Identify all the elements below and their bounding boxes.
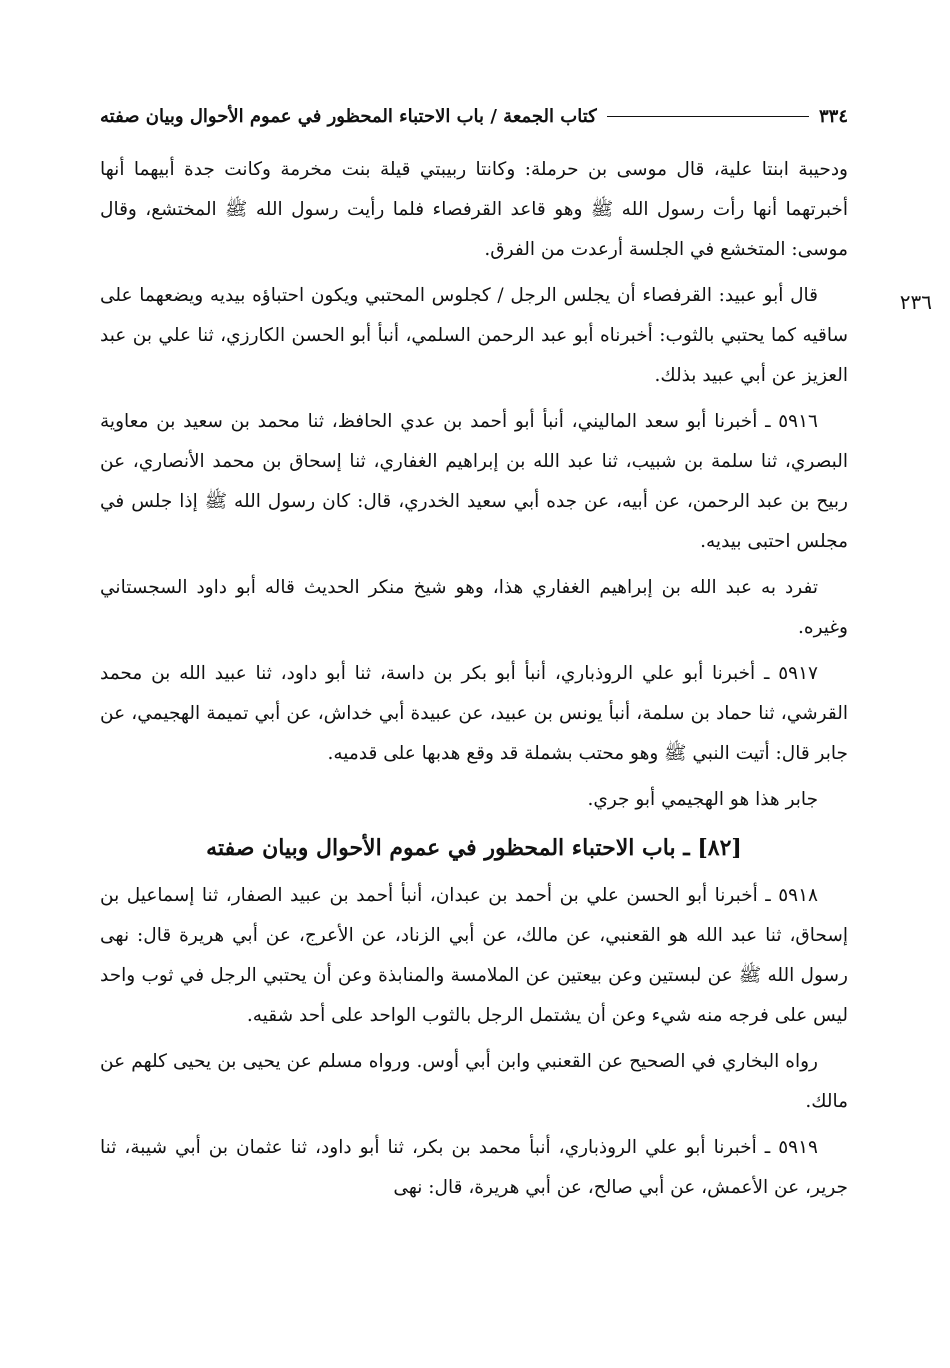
- header-title: كتاب الجمعة / باب الاحتباء المحظور في عموم الأحوال وبيان صفته: [100, 105, 597, 127]
- hadith-paragraph: ٥٩١٩ ـ أخبرنا أبو علي الروذباري، أنبأ محمد بن بكر، ثنا أبو داود، ثنا عثمان بن أبي شيبة، ثنا جرير، عن الأعمش، عن أبي صالح، عن أبي هريرة، قال: نهى: [100, 1137, 848, 1198]
- chapter-title: [٨٢] ـ باب الاحتباء المحظور في عموم الأحوال وبيان صفته: [206, 835, 742, 861]
- hadith-paragraph: ٥٩١٧ ـ أخبرنا أبو علي الروذباري، أنبأ أبو بكر بن داسة، ثنا أبو داود، ثنا عبيد الله بن محمد القرشي، ثنا حماد بن سلمة، أنبأ يونس بن عبيد، عن عبيدة أبي خداش، عن أبي تميمة الهجيمي، عن جابر قال: أتيت النبي ﷺ وهو محتب بشملة قد وقع هدبها على قدميه.: [100, 663, 848, 764]
- paragraph: رواه البخاري في الصحيح عن القعنبي وابن أبي أوس. ورواه مسلم عن يحيى بن يحيى كلهم عن مالك.: [100, 1051, 848, 1112]
- page-body: [100, 150, 848, 1214]
- paragraph: جابر هذا هو الهجيمي أبو جري.: [587, 789, 818, 810]
- paragraph: تفرد به عبد الله بن إبراهيم الغفاري هذا، وهو شيخ منكر الحديث قاله أبو داود السجستاني وغيره.: [100, 577, 848, 638]
- hadith-paragraph: ٥٩١٨ ـ أخبرنا أبو الحسن علي بن أحمد بن عبدان، أنبأ أحمد بن عبيد الصفار، ثنا إسماعيل بن إسحاق، ثنا عبد الله هو القعنبي، عن مالك، عن أبي الزناد، عن الأعرج، عن أبي هريرة قال: نهى رسول الله ﷺ عن لبستين وعن بيعتين عن الملامسة والمنابذة وعن أن يحتبي الرجل في ثوب واحد ليس على فرجه منه شيء وعن أن يشتمل الرجل بالثوب الواحد على أحد شقيه.: [100, 885, 848, 1026]
- hadith-paragraph: ٥٩١٦ ـ أخبرنا أبو سعد الماليني، أنبأ أبو أحمد بن عدي الحافظ، ثنا محمد بن سعيد بن معاوية البصري، ثنا سلمة بن شبيب، ثنا عبد الله بن إبراهيم الغفاري، ثنا إسحاق بن محمد الأنصاري، عن ربيح بن عبد الرحمن، عن أبيه، عن جده أبي سعيد الخدري، قال: كان رسول الله ﷺ إذا جلس في مجلس احتبى بيديه.: [100, 411, 848, 552]
- running-header: [100, 96, 848, 136]
- margin-page-reference: ٢٣٦: [899, 290, 932, 314]
- paragraph: ودحيبة ابنتا علية، قال موسى بن حرملة: وكانتا ربيبتي قيلة بنت مخرمة وكانت جدة أبيهما أنها أخبرتهما أنها رأت رسول الله ﷺ وهو قاعد القرفصاء فلما رأيت رسول الله ﷺ المختشع، وقال موسى: المتخشع في الجلسة أرعدت من الفرق.: [100, 159, 848, 260]
- page-number: ٣٣٤: [818, 105, 848, 127]
- header-rule: [607, 116, 809, 117]
- paragraph: قال أبو عبيد: القرفصاء أن يجلس الرجل / كجلوس المحتبي ويكون احتباؤه بيديه ويضعهما على ساقيه كما يحتبي بالثوب: أخبرناه أبو عبد الرحمن السلمي، أنبأ أبو الحسن الكارزي، ثنا علي بن عبد العزيز عن أبي عبيد بذلك.: [100, 285, 848, 386]
